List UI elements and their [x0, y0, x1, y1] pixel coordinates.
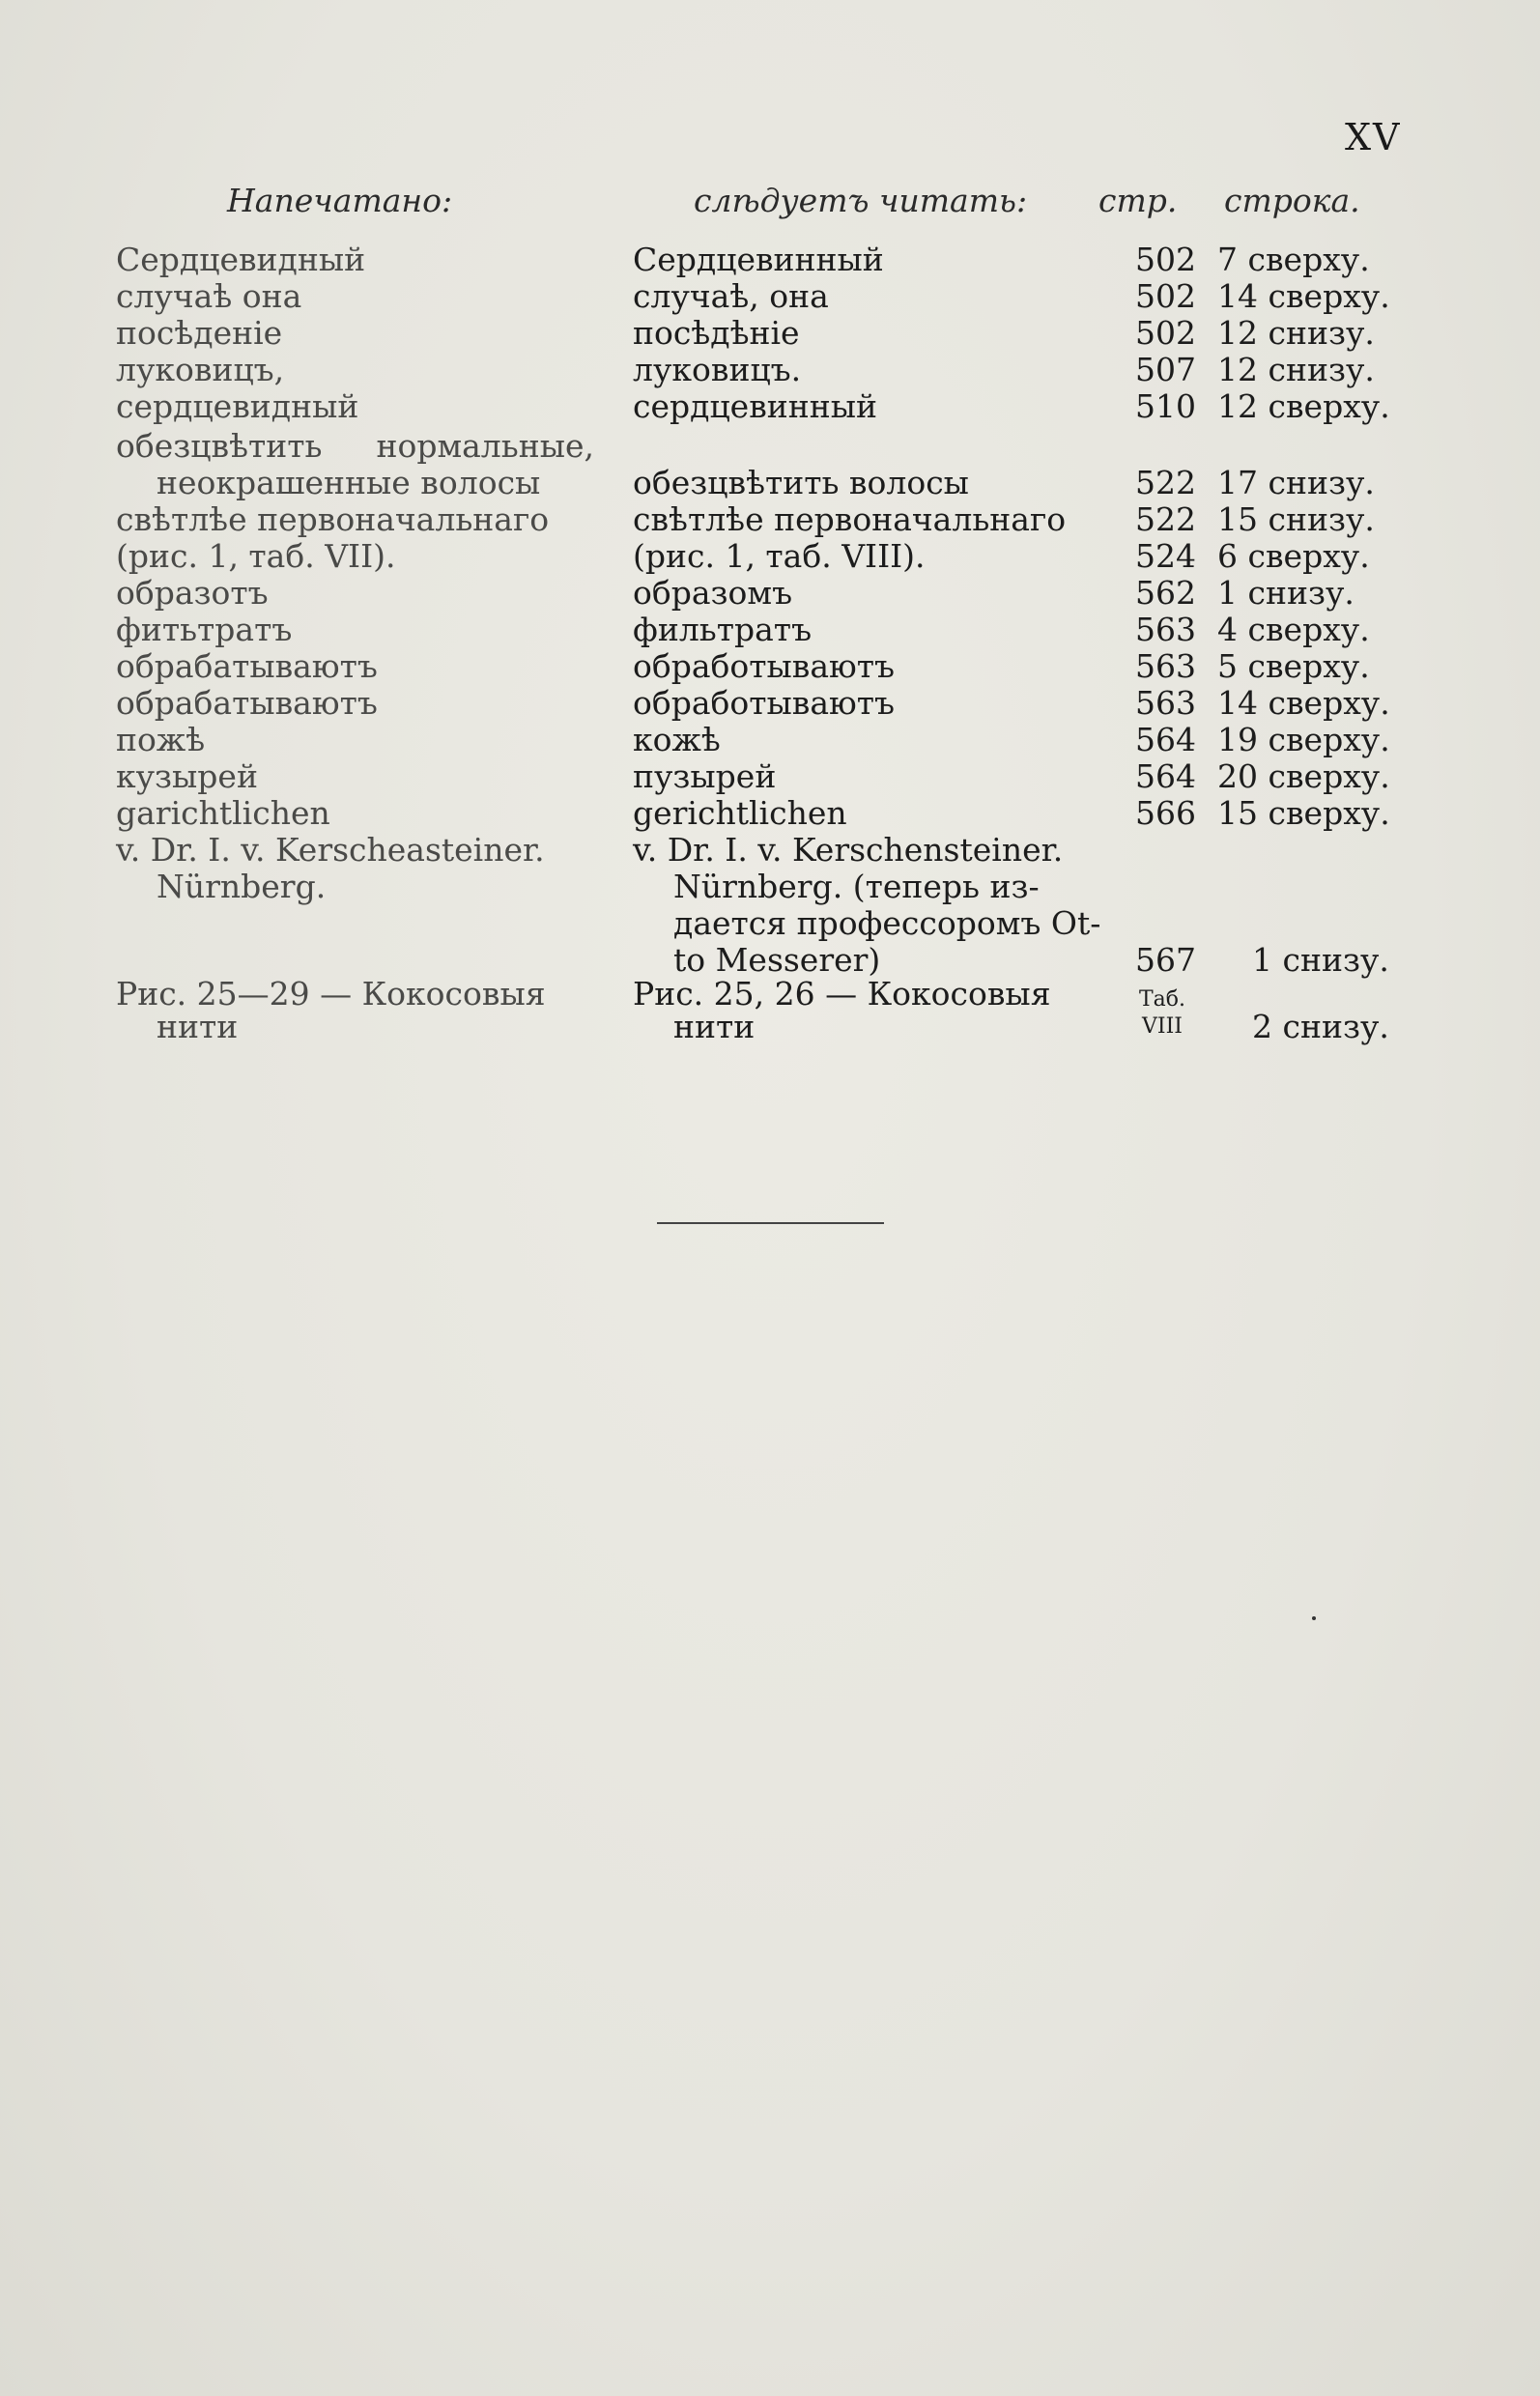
errata-row	[0, 869, 1540, 907]
line-ref: 1 снизу.	[1217, 574, 1355, 612]
printed-text: фитьтратъ	[116, 611, 293, 648]
corrected-text: Сердцевинный	[633, 241, 884, 278]
errata-row	[0, 648, 1540, 687]
line-ref: 5 сверху.	[1217, 647, 1370, 685]
page-ref: 564	[1135, 721, 1196, 758]
page-ref: 510	[1135, 387, 1196, 425]
corrected-text: Nürnberg. (теперь из-	[673, 868, 1040, 905]
corrected-text: сердцевинный	[633, 387, 878, 425]
page-number: XV	[1345, 116, 1402, 158]
corrected-text: Рис. 25, 26 — Кокосовыя	[633, 975, 1051, 1013]
errata-row	[0, 465, 1540, 503]
corrected-text: обработываютъ	[633, 684, 896, 722]
errata-row	[0, 905, 1540, 944]
line-ref: 15 снизу.	[1217, 500, 1375, 538]
paper-speck	[1312, 1616, 1316, 1620]
printed-text: сердцевидный	[116, 387, 359, 425]
page-ref: 507	[1135, 351, 1196, 388]
printed-text: обрабатываютъ	[116, 647, 378, 685]
line-ref: 12 снизу.	[1217, 351, 1375, 388]
printed-text: образотъ	[116, 574, 269, 612]
errata-row	[0, 388, 1540, 427]
printed-text: обезцвѣтить нормальные,	[116, 427, 594, 465]
corrected-text: образомъ	[633, 574, 793, 612]
printed-text: Nürnberg.	[157, 868, 327, 905]
page-ref: Таб.	[1138, 987, 1186, 1012]
line-ref: 17 снизу.	[1217, 464, 1375, 501]
page-ref: 502	[1135, 241, 1196, 278]
corrected-text: свѣтлѣе первоначальнаго	[633, 500, 1067, 538]
printed-text: пожѣ	[116, 721, 206, 758]
line-ref: 14 сверху.	[1217, 684, 1390, 722]
line-ref: 20 сверху.	[1217, 757, 1390, 795]
errata-row	[0, 758, 1540, 797]
header-should-read: слѣдуетъ читать:	[694, 182, 1028, 219]
page-ref: 522	[1135, 464, 1196, 501]
line-ref: 15 сверху.	[1217, 794, 1390, 832]
section-divider	[657, 1222, 884, 1224]
printed-text: v. Dr. I. v. Kerscheasteiner.	[116, 831, 545, 869]
line-ref: 19 сверху.	[1217, 721, 1390, 758]
printed-text: случаѣ она	[116, 277, 302, 315]
corrected-text: дается профессоромъ Ot-	[673, 904, 1101, 942]
corrected-text: посѣдѣніе	[633, 314, 800, 352]
line-ref: 14 сверху.	[1217, 277, 1390, 315]
corrected-text: луковицъ.	[633, 351, 802, 388]
errata-row	[0, 722, 1540, 760]
errata-row	[0, 428, 1540, 467]
header-page: стр.	[1098, 182, 1178, 219]
line-ref: 1 снизу.	[1252, 941, 1389, 979]
printed-text: Рис. 25—29 — Кокосовыя	[116, 975, 546, 1013]
page-ref: VIII	[1142, 1014, 1183, 1039]
page-ref: 522	[1135, 500, 1196, 538]
errata-row	[0, 501, 1540, 540]
page-ref: 563	[1135, 684, 1196, 722]
printed-text: посѣденіе	[116, 314, 283, 352]
errata-row	[0, 352, 1540, 390]
corrected-text: обезцвѣтить волосы	[633, 464, 969, 501]
corrected-text: кожѣ	[633, 721, 721, 758]
printed-text: кузырей	[116, 757, 258, 795]
page-ref: 502	[1135, 277, 1196, 315]
page-ref: 502	[1135, 314, 1196, 352]
corrected-text: обработываютъ	[633, 647, 896, 685]
corrected-text: gerichtlichen	[633, 794, 847, 832]
printed-text: нити	[157, 1008, 239, 1045]
page-ref: 563	[1135, 647, 1196, 685]
line-ref: 2 снизу.	[1252, 1008, 1389, 1045]
corrected-text: v. Dr. I. v. Kerschensteiner.	[633, 831, 1064, 869]
errata-row	[0, 612, 1540, 650]
errata-row	[0, 575, 1540, 613]
printed-text: Сердцевидный	[116, 241, 366, 278]
printed-text: garichtlichen	[116, 794, 330, 832]
line-ref: 12 снизу.	[1217, 314, 1375, 352]
line-ref: 12 сверху.	[1217, 387, 1390, 425]
errata-row	[0, 538, 1540, 577]
page-ref: 566	[1135, 794, 1196, 832]
errata-row	[0, 795, 1540, 834]
errata-row	[0, 315, 1540, 354]
header-line: строка.	[1224, 182, 1360, 219]
errata-row	[0, 242, 1540, 280]
errata-row	[0, 832, 1540, 870]
line-ref: 6 сверху.	[1217, 537, 1370, 575]
corrected-text: пузырей	[633, 757, 777, 795]
page-ref: 564	[1135, 757, 1196, 795]
corrected-text: случаѣ, она	[633, 277, 829, 315]
line-ref: 7 сверху.	[1217, 241, 1370, 278]
header-printed: Напечатано:	[227, 182, 453, 219]
corrected-text: нити	[673, 1008, 756, 1045]
page-ref: 524	[1135, 537, 1196, 575]
printed-text: (рис. 1, таб. VII).	[116, 537, 396, 575]
page-ref: 567	[1135, 941, 1196, 979]
errata-row	[0, 685, 1540, 724]
page-ref: 562	[1135, 574, 1196, 612]
printed-text: луковицъ,	[116, 351, 285, 388]
errata-row	[0, 1009, 1540, 1047]
corrected-text: to Messerer)	[673, 941, 881, 979]
errata-row	[0, 278, 1540, 317]
page-ref: 563	[1135, 611, 1196, 648]
printed-text: обрабатываютъ	[116, 684, 378, 722]
corrected-text: фильтратъ	[633, 611, 813, 648]
errata-table	[0, 0, 1540, 1159]
printed-text: свѣтлѣе первоначальнаго	[116, 500, 550, 538]
line-ref: 4 сверху.	[1217, 611, 1370, 648]
corrected-text: (рис. 1, таб. VIII).	[633, 537, 926, 575]
printed-text: неокрашенные волосы	[157, 464, 541, 501]
